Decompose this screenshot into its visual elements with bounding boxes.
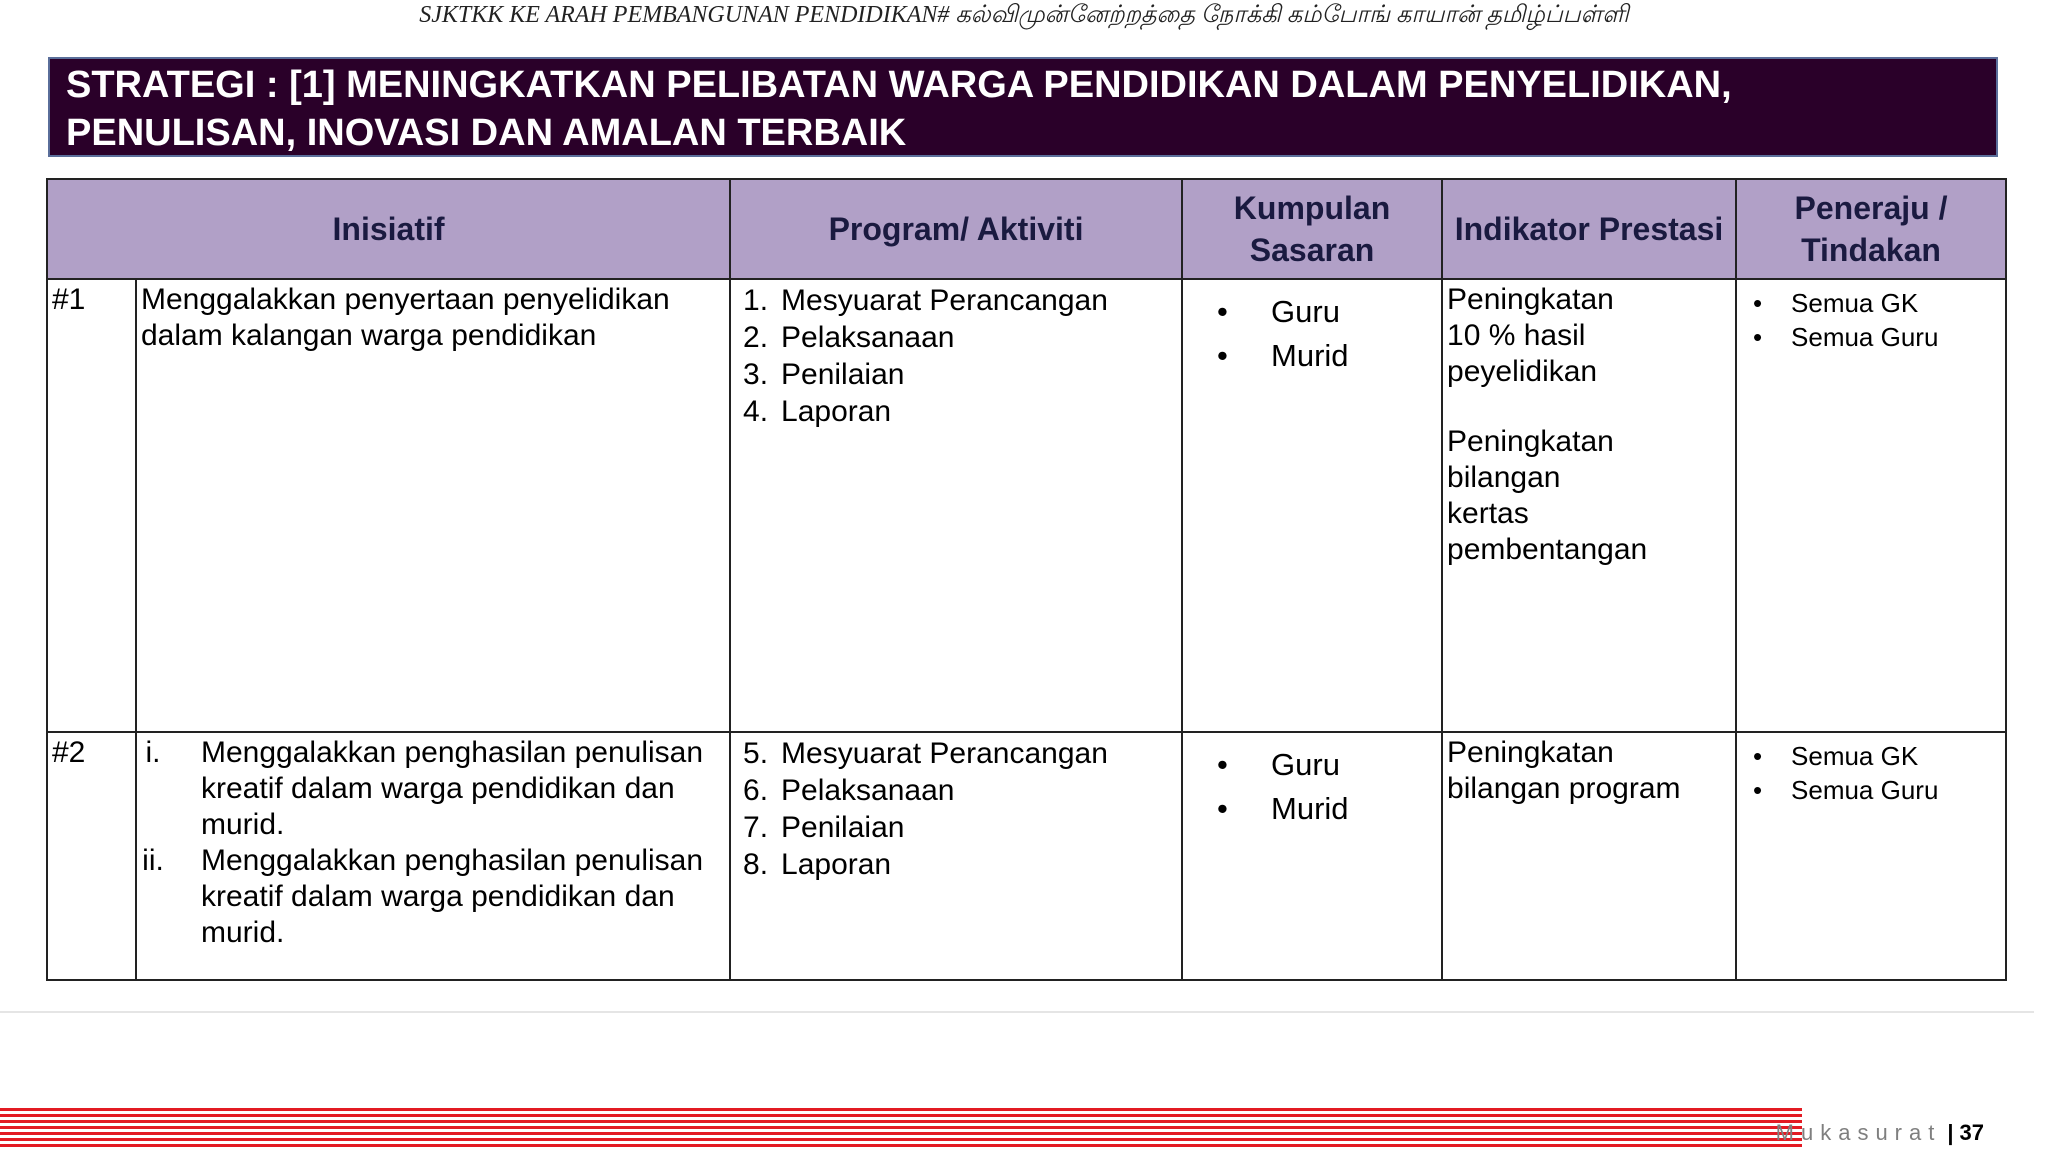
target-text: Murid — [1271, 338, 1349, 373]
strategy-table — [46, 178, 2007, 981]
executor-cell — [1736, 732, 2006, 980]
bullet-icon: • — [1753, 288, 1763, 318]
target-group-cell — [1182, 279, 1442, 732]
list-item — [1753, 286, 2001, 320]
list-item — [1753, 320, 2001, 354]
page-number: 37 — [1959, 1120, 1984, 1145]
target-list — [1187, 735, 1437, 831]
list-item — [1217, 290, 1437, 334]
bullet-icon: • — [1753, 322, 1763, 352]
row-number: #2 — [47, 732, 136, 980]
executor-list — [1741, 282, 2001, 354]
list-item — [1753, 773, 2001, 807]
initiative-list — [141, 735, 725, 951]
footer-stripes — [0, 1108, 1802, 1148]
executor-list — [1741, 735, 2001, 807]
header-sasaran: Kumpulan Sasaran — [1182, 179, 1442, 279]
table-header-row — [47, 179, 2006, 279]
list-item — [743, 735, 1177, 772]
program-cell — [730, 279, 1182, 732]
header-inisiatif: Inisiatif — [47, 179, 730, 279]
indicator-line: kertas — [1447, 497, 1529, 530]
initiative-text: Menggalakkan penghasilan penulisan kreatif dalam warga pendidikan dan murid. — [201, 844, 704, 949]
list-item — [743, 319, 1177, 356]
header-indikator: Indikator Prestasi — [1442, 179, 1736, 279]
header-program: Program/ Aktiviti — [730, 179, 1182, 279]
page-label: Mukasurat — [1775, 1120, 1942, 1145]
executor-text: Semua Guru — [1791, 322, 1939, 352]
bullet-icon: • — [1217, 338, 1228, 373]
indicator-line: Peningkatan — [1447, 736, 1614, 769]
target-text: Guru — [1271, 294, 1340, 329]
executor-cell — [1736, 279, 2006, 732]
indicator-line: Peningkatan — [1447, 283, 1614, 316]
program-text: Penilaian — [781, 358, 905, 391]
executor-text: Semua GK — [1791, 288, 1919, 318]
bullet-icon: • — [1753, 741, 1763, 771]
table-row — [47, 279, 2006, 732]
list-number: 6. — [743, 774, 769, 807]
list-number: 7. — [743, 811, 769, 844]
list-number: 2. — [743, 321, 769, 354]
program-list — [735, 282, 1177, 430]
list-item — [743, 846, 1177, 883]
indicator-line: bilangan — [1447, 461, 1561, 494]
program-text: Pelaksanaan — [781, 774, 955, 807]
list-number: 3. — [743, 358, 769, 391]
program-list — [735, 735, 1177, 883]
list-number: 5. — [743, 737, 769, 770]
list-item — [743, 809, 1177, 846]
indicator-line: peyelidikan — [1447, 355, 1598, 388]
initiative-text: Menggalakkan penghasilan penulisan kreatif dalam warga pendidikan dan murid. — [201, 736, 704, 841]
list-item — [1217, 334, 1437, 378]
list-numeral: i. — [145, 736, 161, 769]
initiative-cell — [136, 732, 730, 980]
strategy-title-line-2: PENULISAN, INOVASI DAN AMALAN TERBAIK — [66, 112, 907, 154]
header-peneraju: Peneraju / Tindakan — [1736, 179, 2006, 279]
list-item — [743, 393, 1177, 430]
list-item — [1217, 743, 1437, 787]
bullet-icon: • — [1217, 294, 1228, 329]
indicator-cell — [1442, 732, 1736, 980]
indicator-cell — [1442, 279, 1736, 732]
list-item — [141, 735, 725, 843]
executor-text: Semua Guru — [1791, 775, 1939, 805]
list-numeral: ii. — [142, 844, 164, 877]
page-divider — [0, 1011, 2034, 1013]
executor-text: Semua GK — [1791, 741, 1919, 771]
bullet-icon: • — [1217, 747, 1228, 782]
target-text: Murid — [1271, 791, 1349, 826]
list-item — [743, 772, 1177, 809]
list-item — [743, 356, 1177, 393]
list-item — [141, 843, 725, 951]
list-number: 4. — [743, 395, 769, 428]
bullet-icon: • — [1217, 791, 1228, 826]
target-text: Guru — [1271, 747, 1340, 782]
running-header: SJKTKK KE ARAH PEMBANGUNAN PENDIDIKAN# கல்விமுன்னேற்றத்தை நோக்கி கம்போங் காயான் தமிழ்ப்பள்ளி — [419, 2, 1629, 28]
indicator-block — [1447, 424, 1731, 568]
list-number: 1. — [743, 284, 769, 317]
list-item — [1217, 787, 1437, 831]
program-text: Laporan — [781, 395, 892, 428]
table-row — [47, 732, 2006, 980]
page-separator: | — [1947, 1120, 1954, 1145]
list-item — [743, 282, 1177, 319]
program-text: Laporan — [781, 848, 892, 881]
program-text: Penilaian — [781, 811, 905, 844]
list-number: 8. — [743, 848, 769, 881]
initiative-cell: Menggalakkan penyertaan penyelidikan dalam kalangan warga pendidikan — [136, 279, 730, 732]
indicator-line: Peningkatan — [1447, 425, 1614, 458]
indicator-line: 10 % hasil — [1447, 319, 1586, 352]
list-item — [1753, 739, 2001, 773]
bullet-icon: • — [1753, 775, 1763, 805]
program-cell — [730, 732, 1182, 980]
target-group-cell — [1182, 732, 1442, 980]
indicator-block — [1447, 282, 1731, 390]
program-text: Mesyuarat Perancangan — [781, 737, 1108, 770]
row-number: #1 — [47, 279, 136, 732]
indicator-line: bilangan program — [1447, 772, 1681, 805]
target-list — [1187, 282, 1437, 378]
strategy-title-line-1: STRATEGI : [1] MENINGKATKAN PELIBATAN WARGA PENDIDIKAN DALAM PENYELIDIKAN, — [66, 64, 1732, 106]
strategy-banner — [48, 57, 1998, 157]
indicator-block — [1447, 735, 1731, 807]
page-footer — [1776, 1120, 1984, 1146]
program-text: Mesyuarat Perancangan — [781, 284, 1108, 317]
program-text: Pelaksanaan — [781, 321, 955, 354]
indicator-line: pembentangan — [1447, 533, 1648, 566]
